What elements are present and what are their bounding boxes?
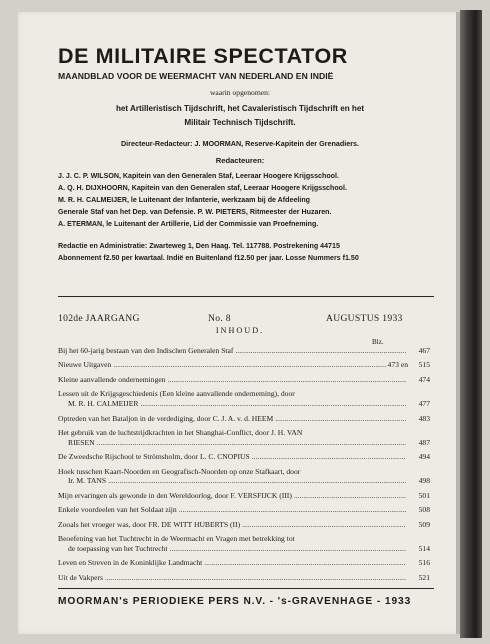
toc-entry-text: Nieuwe Uitgaven bbox=[58, 360, 112, 370]
toc-entry-text: M. R. H. CALMEIJER bbox=[68, 399, 139, 409]
administration-line-1: Redactie en Administratie: Zwarteweg 1, Den Haag. Tel. 117788. Postrekening 44715 bbox=[58, 242, 340, 250]
toc-entry bbox=[58, 505, 430, 515]
toc-entry-text: Lessen uit de Krijgsgeschiedenis (Een kleine aanvallende onderneming), door bbox=[58, 389, 295, 399]
toc-leader-dots bbox=[108, 476, 406, 486]
toc-entry bbox=[58, 389, 430, 408]
toc-entry bbox=[58, 491, 430, 501]
toc-entry-text: Bij het 60-jarig bestaan van den Indischen Generalen Staf bbox=[58, 346, 234, 355]
toc-entry-text: Optreden van het Bataljon in de verdediging, door C. J. A. v. d. HEEM bbox=[58, 413, 274, 423]
administration-line-2: Abonnement f2.50 per kwartaal. Indië en Buitenland f12.50 per jaar. Losse Nummers f1.50 bbox=[58, 254, 359, 262]
toc-leader-dots bbox=[252, 452, 406, 462]
editor-line-2: A. Q. H. DIJXHOORN, Kapitein van den Generalen staf, Leeraar Hoogere Krijgsschool. bbox=[58, 184, 347, 192]
incorporated-line-1: het Artilleristisch Tijdschrift, het Cavaleristisch Tijdschrift en het bbox=[115, 104, 365, 113]
journal-title: DE MILITAIRE SPECTATOR bbox=[58, 44, 348, 68]
toc-leader-dots bbox=[168, 375, 406, 385]
issue-volume: 102de JAARGANG bbox=[58, 313, 140, 324]
toc-entry-text: Zooals het vroeger was, door FR. DE WITT HUBERTS (II) bbox=[58, 519, 241, 529]
toc-entry-page: 477 bbox=[418, 399, 430, 409]
toc-entry-text: Mijn ervaringen als gewonde in den Wereldoorlog, door F. VERSFIJCK (III) bbox=[58, 490, 292, 500]
toc-entry bbox=[58, 360, 430, 370]
toc-leader-dots bbox=[235, 346, 406, 356]
toc-page-label: Blz. bbox=[372, 338, 384, 346]
toc-entry-text: Enkele voordeelen van het Soldaat zijn bbox=[58, 505, 177, 515]
toc-entry bbox=[58, 346, 430, 356]
toc-leader-dots bbox=[97, 438, 406, 448]
issue-date: AUGUSTUS 1933 bbox=[326, 313, 403, 324]
incorporated-label: waarin opgenomen: bbox=[209, 88, 271, 97]
footer-rule bbox=[58, 588, 434, 589]
toc-entry-page: 498 bbox=[418, 476, 430, 486]
toc-entry bbox=[58, 520, 430, 530]
director-line: Directeur-Redacteur: J. MOORMAN, Reserve-Kapitein der Grenadiers. bbox=[120, 139, 360, 148]
incorporated-line-2: Militair Technisch Tijdschrift. bbox=[184, 118, 296, 127]
editor-line-1: J. J. C. P. WILSON, Kapitein van den Generalen Staf, Leeraar Hoogere Krijgsschool. bbox=[58, 172, 339, 180]
toc-entry bbox=[58, 375, 430, 385]
editor-line-4: Generale Staf van het Dep. van Defensie. P. W. PIETERS, Ritmeester der Huzaren. bbox=[58, 208, 332, 216]
toc-leader-dots bbox=[113, 360, 385, 370]
toc-entry-text: de toepassing van het Tuchtrecht bbox=[68, 543, 168, 553]
toc-entry bbox=[58, 558, 430, 568]
table-of-contents bbox=[58, 346, 430, 587]
toc-leader-dots bbox=[204, 558, 406, 568]
issue-number: No. 8 bbox=[208, 313, 231, 324]
toc-heading: INHOUD. bbox=[215, 326, 265, 335]
toc-leader-dots bbox=[242, 520, 406, 530]
toc-entry-page: 514 bbox=[418, 543, 430, 553]
toc-entry-text: De Zweedsche Rijschool te Strömsholm, door L. C. CNOPIUS bbox=[58, 452, 250, 462]
toc-entry-page: 501 bbox=[418, 490, 430, 500]
toc-entry-text: Hoek tusschen Kaart-Noorden en Geografisch-Noorden op onze Stafkaart, door bbox=[58, 466, 301, 476]
toc-entry bbox=[58, 452, 430, 462]
toc-entry-page: 521 bbox=[418, 572, 430, 582]
toc-leader-dots bbox=[105, 573, 406, 583]
toc-entry-page: 467 bbox=[418, 346, 430, 355]
toc-leader-dots bbox=[170, 544, 406, 554]
issue-line bbox=[58, 313, 430, 327]
toc-leader-dots bbox=[179, 505, 406, 515]
toc-entry-text: Ir. M. TANS bbox=[68, 476, 107, 486]
toc-entry-text: Het gebruik van de luchtstrijdkrachten in het Shanghai-Conflict, door J. H. VAN bbox=[58, 428, 303, 438]
toc-entry bbox=[58, 467, 430, 486]
toc-entry-text: Kleine aanvallende ondernemingen bbox=[58, 374, 166, 384]
divider-rule bbox=[58, 296, 434, 297]
toc-leader-dots bbox=[294, 491, 406, 501]
toc-entry-text: Beoefening van het Tuchtrecht in de Weermacht en Vragen met betrekking tot bbox=[58, 534, 295, 544]
toc-entry bbox=[58, 534, 430, 553]
editor-line-3: M. R. H. CALMEIJER, le Luitenant der Infanterie, werkzaam bij de Afdeeling bbox=[58, 196, 311, 204]
editors-heading: Redacteuren: bbox=[215, 156, 265, 165]
toc-entry-page-extra: 473 en bbox=[387, 360, 408, 370]
toc-entry-page: 487 bbox=[418, 437, 430, 447]
toc-entry bbox=[58, 414, 430, 424]
toc-entry-text: RIESEN bbox=[68, 437, 95, 447]
editor-line-5: A. ETERMAN, le Luitenant der Artillerie, Lid der Commissie van Proefneming. bbox=[58, 220, 319, 228]
toc-entry-page: 508 bbox=[418, 505, 430, 515]
toc-leader-dots bbox=[140, 399, 406, 409]
toc-entry-page: 516 bbox=[418, 558, 430, 568]
publisher-footer: MOORMAN's PERIODIEKE PERS N.V. - 's-GRAVENHAGE - 1933 bbox=[58, 596, 412, 607]
toc-entry-text: Uit de Vakpers bbox=[58, 572, 103, 582]
toc-entry-page: 474 bbox=[418, 374, 430, 384]
toc-entry-page: 483 bbox=[418, 413, 430, 423]
toc-entry-page: 509 bbox=[418, 519, 430, 529]
toc-entry-page: 515 bbox=[418, 360, 430, 370]
journal-subtitle: MAANDBLAD VOOR DE WEERMACHT VAN NEDERLAND EN INDIË bbox=[58, 71, 334, 81]
book-binding bbox=[460, 10, 482, 638]
toc-entry-page: 494 bbox=[418, 452, 430, 462]
toc-leader-dots bbox=[275, 414, 406, 424]
toc-entry-text: Leven en Streven in de Koninklijke Landmacht bbox=[58, 558, 203, 568]
toc-entry bbox=[58, 428, 430, 447]
toc-entry bbox=[58, 573, 430, 583]
